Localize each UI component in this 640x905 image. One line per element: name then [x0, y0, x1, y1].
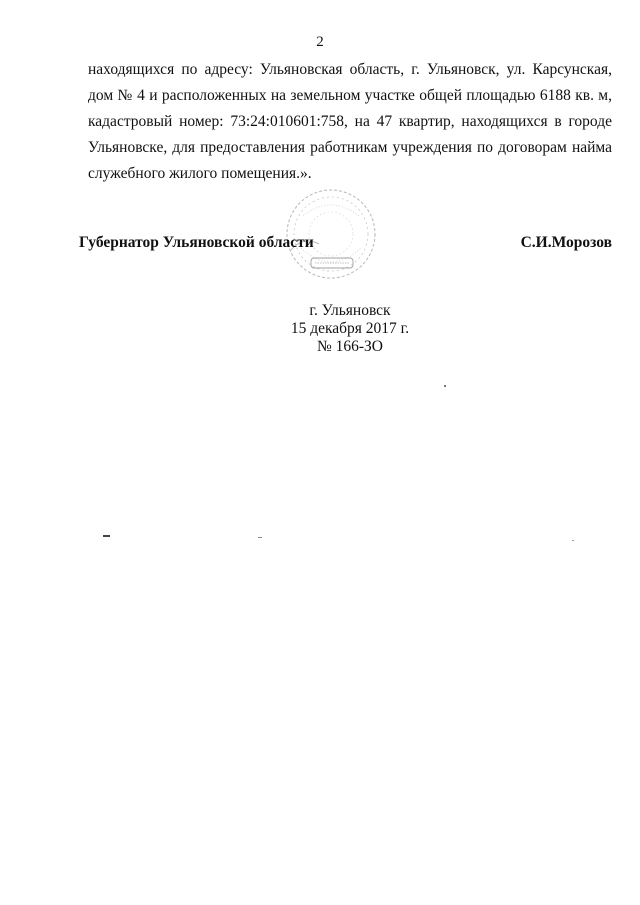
law-number: № 166-ЗО: [316, 338, 384, 355]
body-line: кадастровый номер: 73:24:010601:758, на 47 квартир, находящихся в городе: [88, 113, 612, 130]
scan-speck: [572, 540, 574, 541]
body-line: находящихся по адресу: Ульяновская область, г. Ульяновск, ул. Карсунская,: [88, 61, 612, 78]
signature-row: [79, 232, 612, 254]
scan-speck: [103, 535, 110, 537]
body-line: дом № 4 и расположенных на земельном участке общей площадью 6188 кв. м,: [88, 87, 612, 104]
body-line: Ульяновске, для предоставления работникам учреждения по договорам найма: [88, 139, 612, 156]
body-line: служебного жилого помещения.».: [88, 165, 312, 182]
signing-date: 15 декабря 2017 г.: [290, 320, 410, 337]
signatory-title: Губернатор Ульяновской области: [79, 234, 314, 251]
page-number: 2: [316, 34, 324, 50]
signing-details: [0, 302, 640, 356]
scan-speck: [444, 385, 446, 387]
signatory-name: С.И.Морозов: [520, 234, 612, 251]
scan-speck: [258, 537, 262, 538]
body-paragraph: [88, 57, 612, 187]
signing-city: г. Ульяновск: [309, 302, 391, 319]
